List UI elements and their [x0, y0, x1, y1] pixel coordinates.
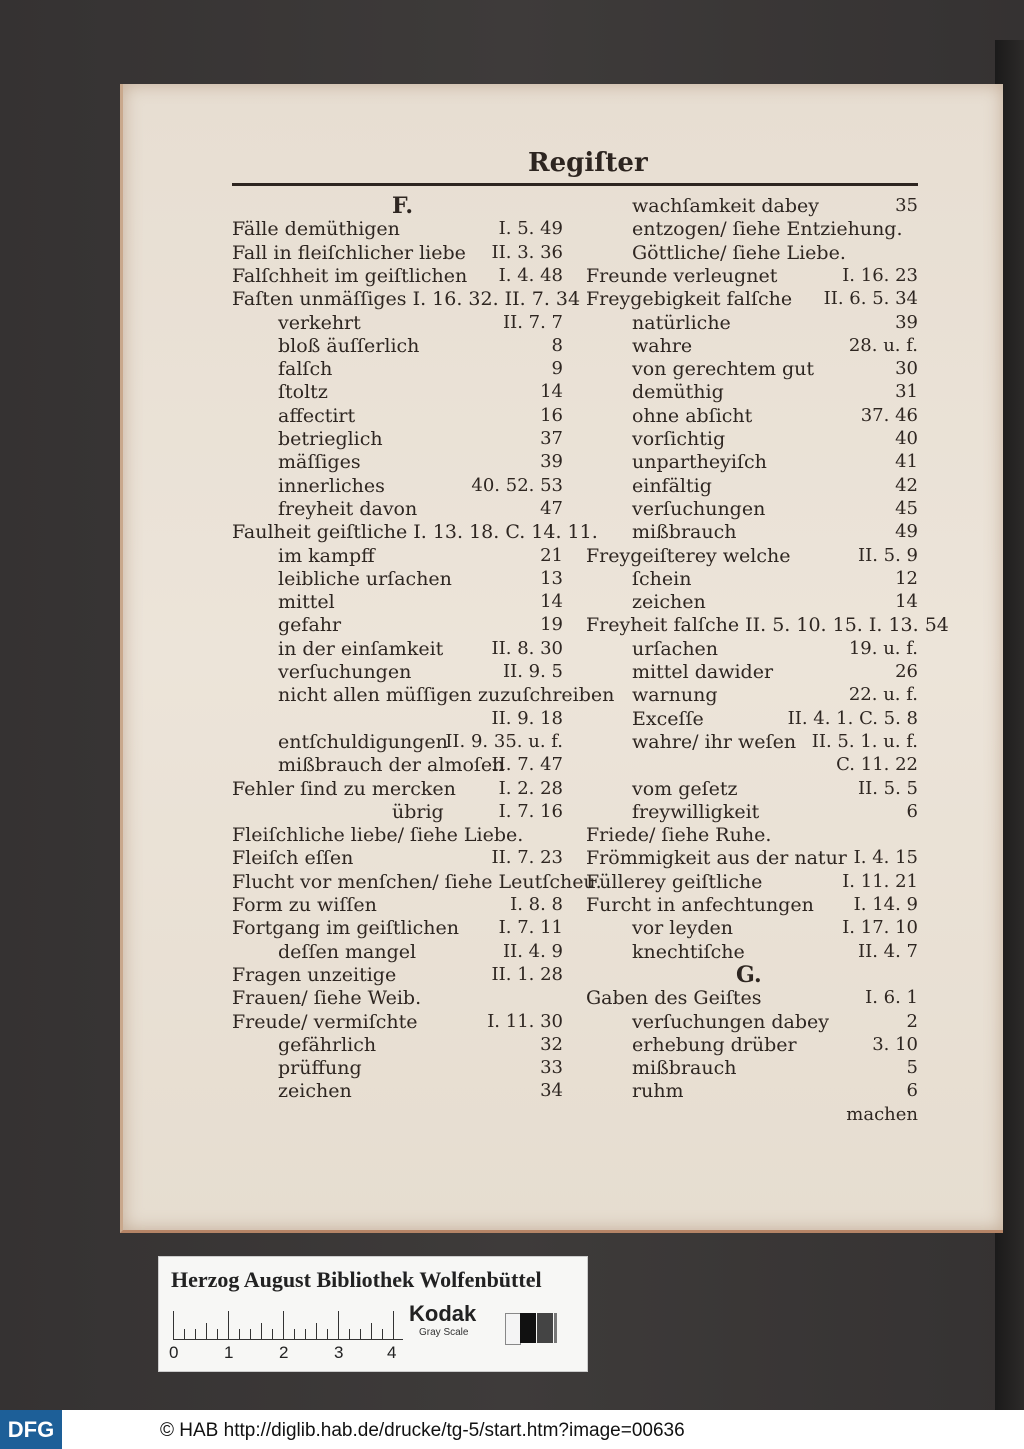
- page-heading: Regiſter: [528, 148, 648, 178]
- index-entry-reference: 49: [895, 521, 918, 543]
- index-entry-reference: I. 7. 16: [498, 800, 563, 822]
- index-entry-term: ſchein: [632, 567, 692, 590]
- scale-label: 0: [169, 1343, 179, 1362]
- index-entry-reference: II. 8. 30: [491, 637, 563, 659]
- index-entry-term: Freygeiſterey welche: [586, 544, 791, 567]
- index-entry-term: betrieglich: [278, 428, 383, 450]
- index-entry-term: Form zu wiſſen: [232, 894, 377, 916]
- index-entry-reference: 13: [540, 567, 563, 589]
- index-entry-reference: II. 9. 35. u. f.: [445, 730, 563, 752]
- index-entry-term: zeichen: [278, 1080, 352, 1103]
- index-entry-reference: I. 16. 23: [842, 264, 918, 286]
- index-entry-term: Falſchheit im geiſtlichen: [232, 264, 468, 287]
- index-entry-term: entzogen/ ſiehe Entziehung.: [632, 218, 903, 241]
- index-entry-term: entſchuldigungen: [278, 730, 448, 753]
- index-entry-term: affectirt: [278, 404, 356, 427]
- index-entry-term: übrig: [392, 800, 444, 823]
- index-entry-reference: II. 9. 18: [491, 707, 563, 729]
- index-entry-reference: 37. 46: [860, 404, 918, 426]
- index-entry-reference: II. 4. 1. C. 5. 8: [787, 707, 918, 729]
- index-entry-term: Friede/ ſiehe Ruhe.: [586, 824, 772, 847]
- index-entry-term: unpartheyiſch: [632, 451, 767, 474]
- index-entry-term: Faulheit geiſtliche I. 13. 18. C. 14. 11.: [232, 521, 598, 544]
- index-entry-reference: C. 11. 22: [836, 754, 918, 776]
- index-entry-reference: 47: [540, 497, 563, 519]
- index-entry-reference: 39: [540, 451, 563, 473]
- index-entry-reference: 8: [551, 334, 563, 356]
- index-entry-term: zeichen: [632, 591, 706, 614]
- index-entry-reference: II. 4. 7: [857, 940, 918, 962]
- index-entry-term: urſachen: [632, 637, 719, 660]
- index-entry-term: demüthig: [632, 381, 724, 404]
- index-entry-reference: 21: [540, 544, 563, 566]
- index-entry-reference: 6: [906, 800, 918, 822]
- index-entry-term: gefahr: [278, 614, 342, 637]
- index-entry-term: wachſamkeit dabey: [632, 195, 819, 217]
- copyright-credit: © HAB http://diglib.hab.de/drucke/tg-5/start.htm?image=00636: [160, 1420, 685, 1441]
- index-entry-term: Frauen/ ſiehe Weib.: [232, 987, 422, 1010]
- index-entry-term: ruhm: [632, 1080, 684, 1103]
- index-entry-reference: 19. u. f.: [848, 637, 918, 659]
- index-entry-term: mittel dawider: [632, 661, 774, 683]
- index-entry-term: mäſſiges: [278, 451, 361, 474]
- index-entry-term: Exceſſe: [632, 707, 704, 730]
- index-entry-reference: I. 2. 28: [498, 777, 563, 799]
- index-entry-reference: 12: [895, 567, 918, 589]
- index-entry-reference: II. 1. 28: [491, 963, 563, 985]
- index-entry-term: Freude/ vermiſchte: [232, 1010, 418, 1033]
- index-entry-term: Fortgang im geiſtlichen: [232, 917, 460, 940]
- index-entry-reference: 5: [906, 1057, 918, 1079]
- index-entry-reference: II. 7. 7: [502, 311, 563, 333]
- index-entry-reference: II. 5. 1. u. f.: [811, 730, 918, 752]
- index-entry-reference: 3. 10: [872, 1033, 918, 1055]
- index-entry-reference: II. 6. 5. 34: [823, 288, 918, 310]
- index-entry-reference: 16: [540, 404, 563, 426]
- scale-label: 3: [334, 1343, 344, 1362]
- index-entry-reference: II. 7. 47: [491, 754, 563, 776]
- index-entry-reference: 14: [540, 591, 563, 613]
- index-entry-term: warnung: [632, 684, 718, 707]
- index-entry-reference: 2: [906, 1010, 918, 1032]
- index-entry-term: mißbrauch: [632, 1057, 737, 1080]
- card-title: Herzog August Bibliothek Wolfenbüttel: [171, 1267, 542, 1292]
- index-entry-term: vorſichtig: [632, 428, 726, 450]
- index-entry-term: Flucht vor menſchen/ ſiehe Leutſcheu.: [232, 870, 602, 893]
- index-entry-reference: 37: [540, 428, 563, 449]
- index-entry-term: Füllerey geiſtliche: [586, 870, 763, 893]
- index-entry-reference: 41: [895, 451, 918, 473]
- index-entry-reference: 39: [895, 311, 918, 333]
- index-entry-reference: II. 9. 5: [502, 661, 563, 682]
- index-entry-term: im kampff: [278, 544, 375, 567]
- index-entry-reference: 34: [540, 1080, 563, 1102]
- gray-swatch: [537, 1313, 553, 1343]
- index-entry-reference: II. 7. 23: [491, 847, 563, 869]
- index-entry-reference: I. 7. 11: [498, 917, 563, 939]
- index-entry-term: knechtiſche: [632, 940, 745, 963]
- index-entry-term: Furcht in anfechtungen: [586, 894, 814, 916]
- index-entry-term: vom geſetz: [632, 777, 738, 800]
- index-entry-term: verſuchungen: [278, 661, 412, 683]
- scale-label: 1: [224, 1343, 234, 1362]
- index-entry-term: mißbrauch der almoſen: [278, 754, 505, 777]
- index-entry-reference: 19: [540, 614, 563, 636]
- index-entry-term: freywilligkeit: [632, 800, 760, 823]
- index-entry-reference: 31: [895, 381, 918, 403]
- index-entry-reference: 26: [895, 661, 918, 682]
- index-entry-term: Fleiſchliche liebe/ ſiehe Liebe.: [232, 824, 524, 847]
- index-entry-term: gefährlich: [278, 1033, 377, 1056]
- index-entry-term: deſſen mangel: [278, 940, 417, 963]
- index-entry-reference: I. 11. 21: [842, 870, 918, 892]
- index-letter-heading: F.: [392, 193, 414, 219]
- index-entry-reference: machen: [846, 1103, 918, 1125]
- index-entry-reference: I. 11. 30: [487, 1010, 563, 1032]
- index-entry-reference: I. 5. 49: [498, 218, 563, 240]
- scale-ruler: [173, 1311, 403, 1340]
- index-entry-reference: I. 17. 10: [842, 917, 918, 939]
- index-entry-reference: I. 8. 8: [510, 894, 563, 915]
- index-entry-term: innerliches: [278, 474, 385, 497]
- index-entry-term: mißbrauch: [632, 521, 737, 544]
- index-entry-term: mittel: [278, 591, 335, 614]
- index-entry-term: Faſten unmäſſiges I. 16. 32. II. 7. 34: [232, 288, 581, 311]
- index-entry-reference: II. 5. 5: [857, 777, 918, 799]
- gray-swatch: [520, 1313, 536, 1343]
- index-entry-term: vor leyden: [632, 917, 733, 940]
- index-entry-reference: 14: [540, 381, 563, 403]
- index-entry-reference: 33: [540, 1057, 563, 1079]
- index-entry-reference: II. 3. 36: [491, 241, 563, 263]
- index-entry-reference: 35: [895, 195, 918, 216]
- index-entry-reference: 14: [895, 591, 918, 613]
- index-entry-term: wahre/ ihr weſen: [632, 730, 797, 753]
- index-entry-term: wahre: [632, 334, 693, 357]
- index-entry-reference: I. 6. 1: [865, 987, 918, 1009]
- index-entry-term: leibliche urſachen: [278, 567, 452, 590]
- index-entry-reference: 22. u. f.: [848, 684, 918, 706]
- index-entry-term: Gaben des Geiſtes: [586, 987, 762, 1010]
- index-entry-term: ohne abſicht: [632, 404, 753, 427]
- index-entry-term: falſch: [278, 358, 333, 381]
- index-entry-term: verkehrt: [278, 311, 361, 334]
- index-entry-term: natürliche: [632, 311, 731, 334]
- index-entry-term: verſuchungen dabey: [632, 1010, 829, 1033]
- index-entry-term: ſtoltz: [278, 381, 328, 404]
- index-entry-reference: 40: [895, 428, 918, 449]
- index-entry-term: Freyheit falſche II. 5. 10. 15. I. 13. 54: [586, 614, 949, 637]
- index-entry-term: in der einſamkeit: [278, 637, 444, 660]
- library-color-card: [158, 1256, 588, 1372]
- index-entry-term: Freygebigkeit falſche: [586, 288, 793, 311]
- index-letter-heading: G.: [736, 961, 762, 988]
- index-entry-reference: II. 5. 9: [857, 544, 918, 566]
- index-entry-term: Göttliche/ ſiehe Liebe.: [632, 241, 846, 264]
- index-entry-term: nicht allen müſſigen zuzuſchreiben: [278, 684, 615, 707]
- scale-label: 4: [387, 1343, 397, 1362]
- gray-swatch: [554, 1313, 557, 1343]
- index-entry-reference: 45: [895, 497, 918, 519]
- index-entry-reference: 40. 52. 53: [471, 474, 563, 496]
- index-entry-term: bloß äuſſerlich: [278, 334, 420, 357]
- index-entry-term: Fragen unzeitige: [232, 963, 397, 986]
- index-entry-reference: 32: [540, 1033, 563, 1055]
- scale-label: 2: [279, 1343, 289, 1362]
- index-entry-reference: 6: [906, 1080, 918, 1102]
- index-entry-reference: 9: [551, 358, 563, 380]
- heading-rule: [232, 183, 918, 186]
- index-entry-term: Fall in fleiſchlicher liebe: [232, 241, 466, 264]
- index-entry-reference: 30: [895, 358, 918, 380]
- gray-scale-label: Gray Scale: [419, 1327, 469, 1338]
- index-entry-term: Freunde verleugnet: [586, 264, 778, 287]
- index-entry-reference: 28. u. f.: [848, 334, 918, 356]
- index-entry-reference: I. 14. 9: [853, 894, 918, 915]
- index-entry-term: prüffung: [278, 1057, 362, 1080]
- index-entry-term: einfältig: [632, 474, 712, 497]
- gray-swatch: [505, 1313, 521, 1345]
- index-entry-reference: I. 4. 48: [498, 264, 563, 286]
- dfg-logo: DFG: [0, 1410, 62, 1449]
- index-entry-term: Fehler ſind zu mercken: [232, 777, 456, 800]
- index-entry-term: Fälle demüthigen: [232, 218, 400, 241]
- index-entry-term: verſuchungen: [632, 497, 766, 520]
- index-entry-reference: II. 4. 9: [502, 940, 563, 962]
- index-entry-term: freyheit davon: [278, 497, 418, 520]
- kodak-logo: Kodak: [409, 1301, 477, 1326]
- index-entry-reference: 42: [895, 474, 918, 496]
- index-entry-term: erhebung drüber: [632, 1033, 797, 1056]
- index-entry-term: Frömmigkeit aus der natur: [586, 847, 847, 870]
- index-entry-term: von gerechtem gut: [632, 358, 815, 381]
- index-entry-reference: I. 4. 15: [853, 847, 918, 869]
- index-entry-term: Fleiſch eſſen: [232, 847, 354, 870]
